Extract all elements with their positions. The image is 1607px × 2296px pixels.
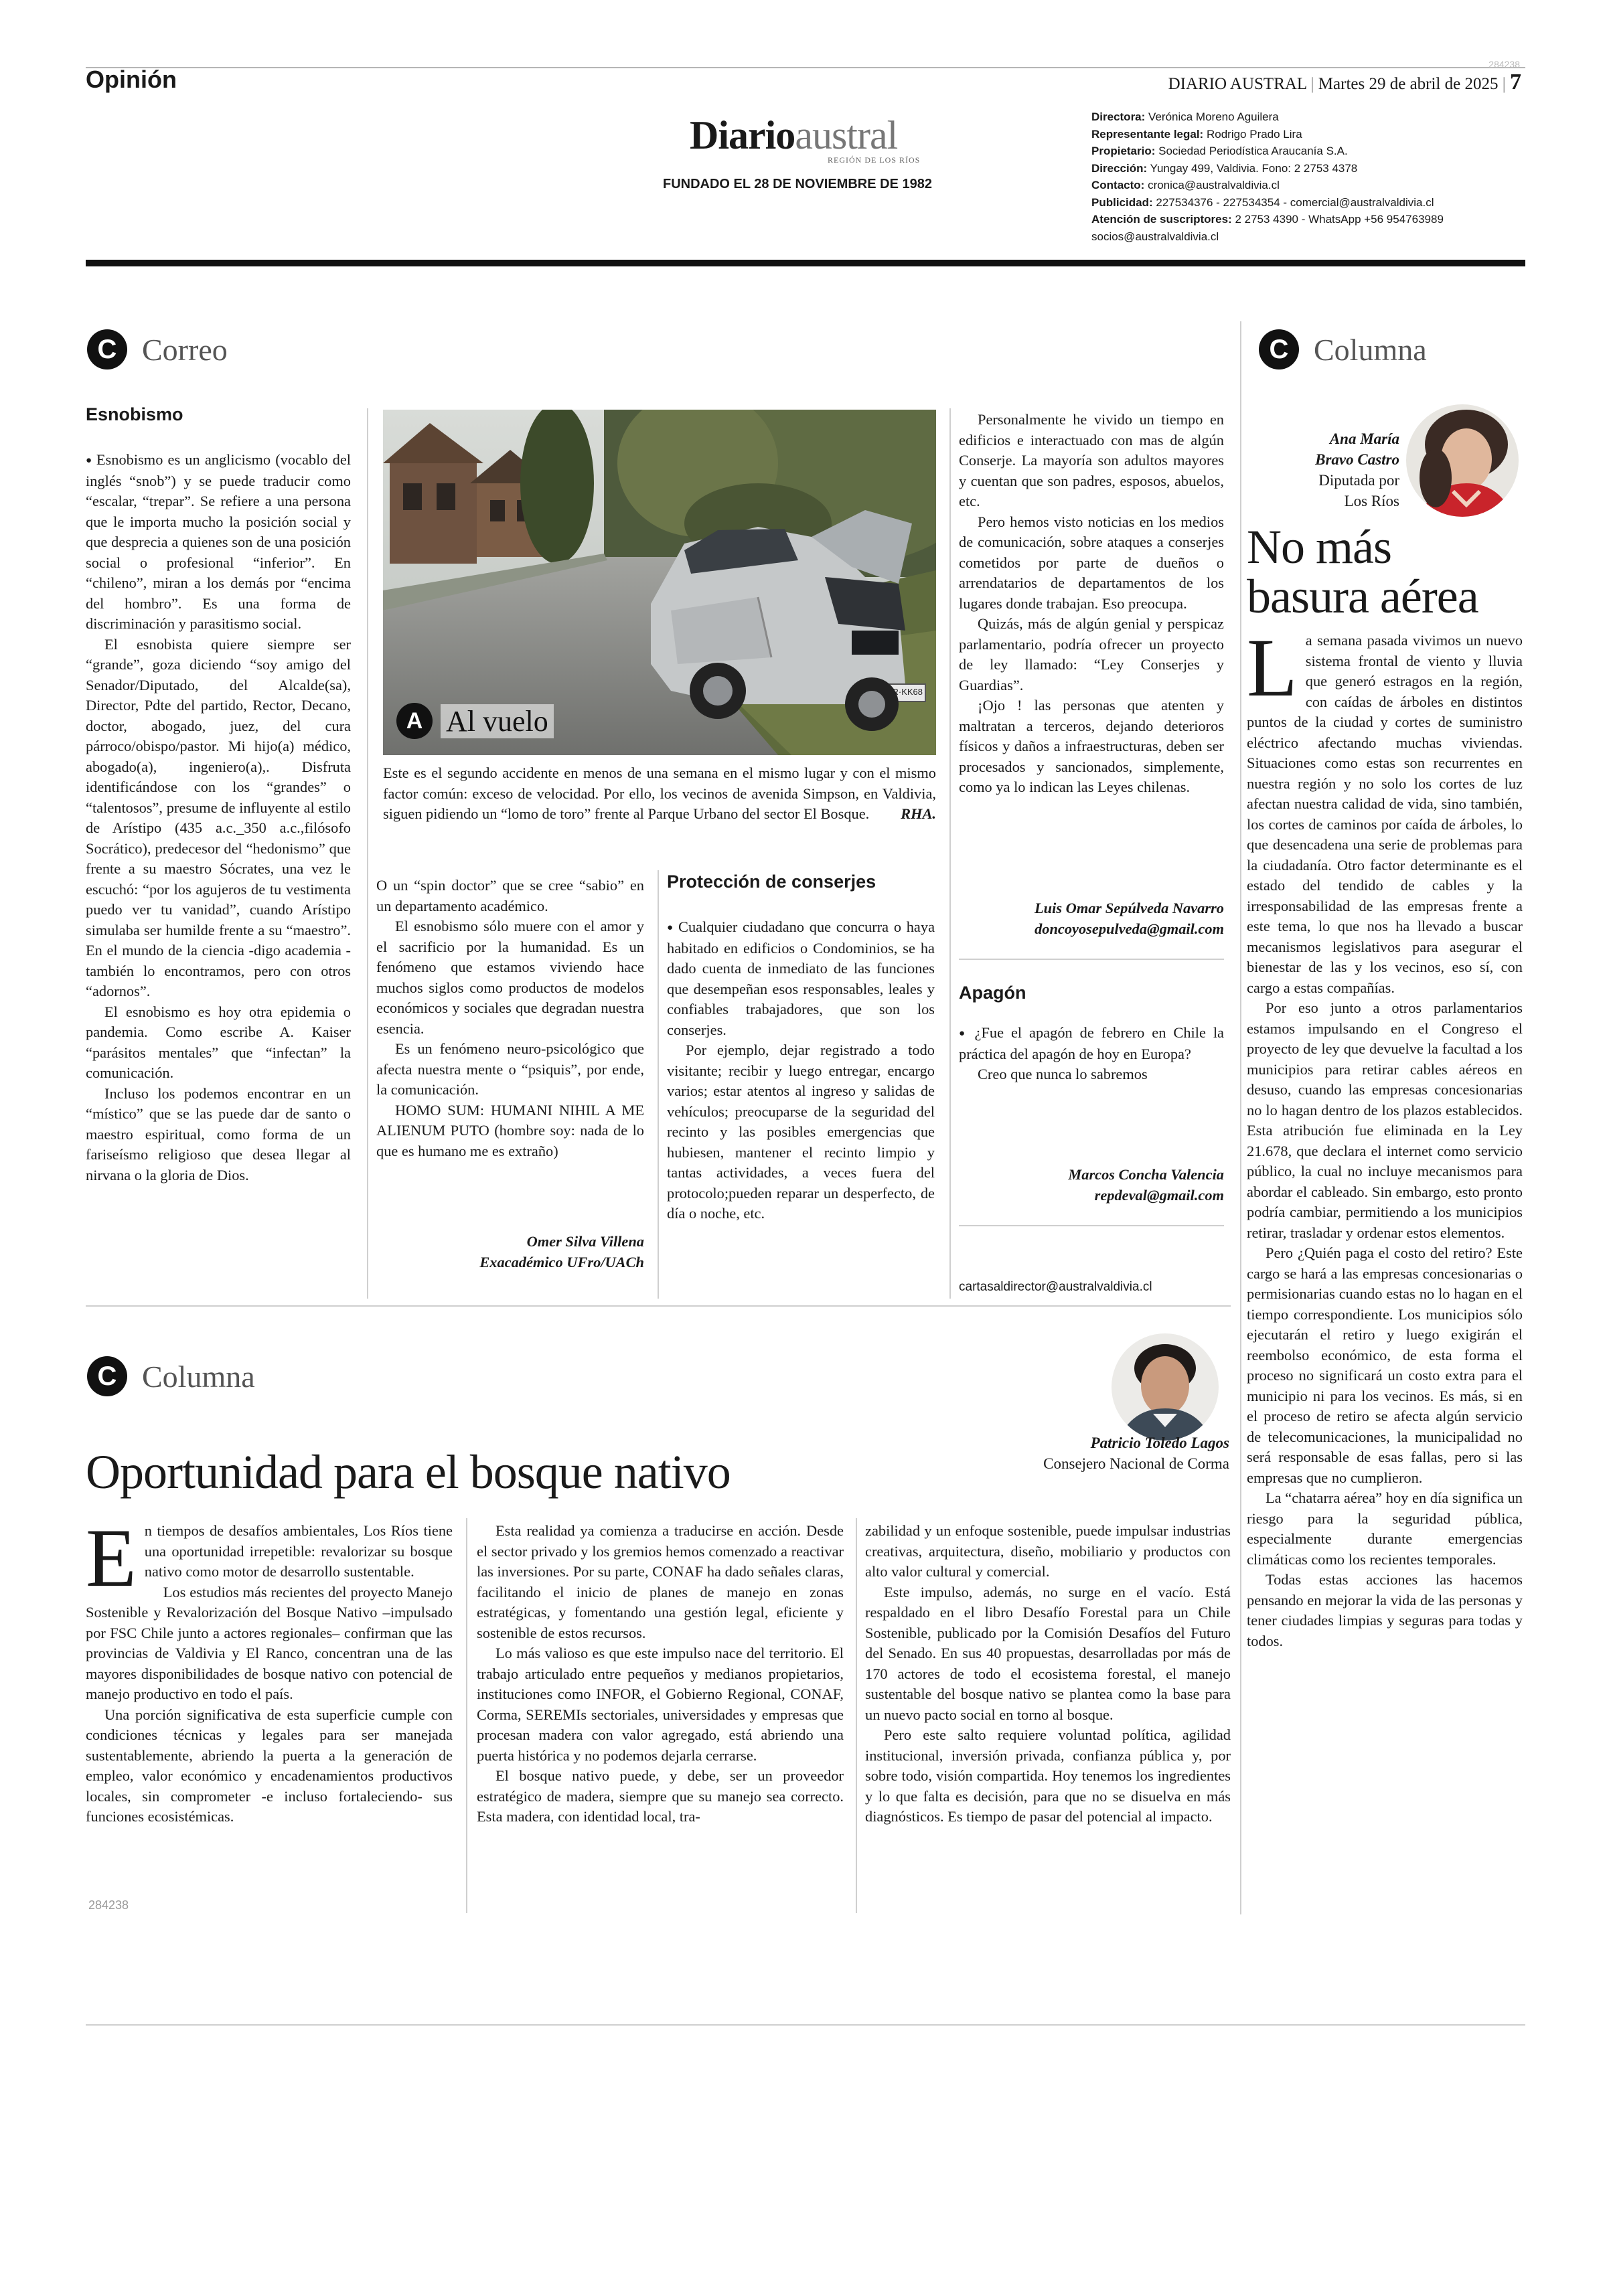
esnobismo-title: Esnobismo xyxy=(86,404,183,424)
conserjes-body xyxy=(667,917,935,1224)
conserjes-continued xyxy=(959,410,1224,798)
footer-rule xyxy=(86,2024,1525,2026)
letter-paragraph: ● Esnobismo es un anglicismo (vocablo del inglés “snob”) y se puede traducir como “escalar, “trepar”. Se refiere a una persona que le importa mucho la posición social y que desprecia a quienes son de una posición social o profesional “inferior”. En “chileno”, miran a los demás por “encima del hombro”. Es una forma de discriminación y parasitismo social. xyxy=(86,450,351,635)
dropcap: L xyxy=(1247,622,1298,714)
signature-role: Exacadémico UFro/UACh xyxy=(479,1253,644,1270)
columna-bottom-byline xyxy=(924,1432,1229,1474)
article-paragraph: a semana pasada vivimos un nuevo sistema frontal de viento y lluvia que generó estragos en la región, con caídas de árboles en distintos puntos de la ciudad y cortes de suministro eléctrico afectando muchas viviendas. Situaciones como estas son recurrentes en nuestra región y no solo los cortes de luz afectan nuestra calidad de vida, sino también, los cortes de caminos por caída de árboles, lo que desencadena una serie de problemas para la ciudadanía. Otro factor determinante es el estado del tendido de cables y la irresponsabilidad de las empresas frente a este tema, lo que nos ha llevado a buscar mecanismos legislativos para asegurar el bienestar de las y los vecinos, eso sí, con cargo a estas compañías. xyxy=(1247,632,1523,996)
correo-section-head xyxy=(87,329,228,370)
masthead-logo xyxy=(690,112,897,159)
issue-date: Martes 29 de abril de 2025 xyxy=(1318,75,1499,93)
article-paragraph: zabilidad y un enfoque sostenible, puede impulsar industrias creativas, arquitectura, diseño, mobiliario y productos con alto valor cultural y comercial. xyxy=(865,1522,1231,1580)
letter-paragraph: HOMO SUM: HUMANI NIHIL A ME ALIENUM PUTO (hombre soy: nada de lo que es humano me es extraño) xyxy=(376,1101,644,1159)
column-divider xyxy=(658,870,659,1299)
staff-label: Contacto: xyxy=(1091,179,1145,191)
signature-name: Marcos Concha Valencia xyxy=(1068,1166,1224,1183)
staff-label: Dirección: xyxy=(1091,161,1148,175)
author-name: Patricio Toledo Lagos xyxy=(1090,1434,1229,1451)
columna-bottom-title: Oportunidad para el bosque nativo xyxy=(86,1445,731,1499)
columna-bottom-label: Columna xyxy=(142,1359,255,1394)
staff-label: Propietario: xyxy=(1091,145,1156,157)
staff-value: cronica@australvaldivia.cl xyxy=(1148,179,1280,191)
caption-credit: RHA. xyxy=(901,805,936,822)
header-rule xyxy=(86,260,1525,266)
logo-bold: Diario xyxy=(690,113,795,157)
staff-line xyxy=(1091,194,1533,212)
al-vuelo-badge: A xyxy=(396,703,433,739)
article-paragraph: La “chatarra aérea” hoy en día significa un riesgo para la seguridad pública, especialmente durante emergencias climáticas como los recientes temporales. xyxy=(1247,1489,1523,1568)
letter-paragraph: El esnobismo es hoy otra epidemia o pandemia. Como escribe A. Kaiser “parásitos mentales” que “infectan” la comunicación. xyxy=(86,1003,351,1081)
signature-email: doncoyosepulveda@gmail.com xyxy=(1035,920,1224,937)
signature-email: repdeval@gmail.com xyxy=(1094,1186,1224,1204)
apagon-body xyxy=(959,1023,1224,1085)
staff-value: socios@australvaldivia.cl xyxy=(1091,230,1219,243)
columna-right-head xyxy=(1259,329,1427,370)
license-plate: JR·KK68 xyxy=(887,687,923,697)
correo-label: Correo xyxy=(142,332,228,367)
staff-box xyxy=(1091,108,1533,245)
author-portrait xyxy=(1112,1333,1219,1441)
letter-paragraph: El esnobista quiere siempre ser “grande”, goza diciendo “soy amigo del Senador/Diputado, del Alcalde(sa), Director, Pdte del partido, Rector, Decano, doctor, abogado, juez, del cura párroco/obispo/pastor. Mi hijo(a) médico, abogado(a), ingeniero(a),. Disfruta identificándose con los “grandes” o “talentosos”, presume de influyente al estilo de Arístipo (435 a.c._350 a.c.,filósofo Socrático), predecesor del “hedonismo” que frente a su maestro Sócrates, una vez le escuchó: “por los agujeros de tu vestimenta puedo ver tu vanidad”, cuando Arístipo simulaba ser humilde frente a su “maestro”. En el mundo de la ciencia -digo academia - también lo encontramos, pero con otros “adornos”. xyxy=(86,635,351,999)
page-code: 284238 xyxy=(1488,59,1520,70)
column-divider xyxy=(367,408,368,1299)
accident-photo xyxy=(383,410,936,755)
letter-paragraph: Incluso los podemos encontrar en un “místico” que se las puede dar de santo o maestro espiritual, como forma de un fariseísmo religioso que desea llegar al nirvana o la gloria de Dios. xyxy=(86,1084,351,1183)
staff-value: Rodrigo Prado Lira xyxy=(1206,127,1302,141)
article-paragraph: Pero ¿Quién paga el costo del retiro? Este cargo se hará a las empresas concesionarias o permisionarias cuando estas no lo hagan en el tiempo correspondiente. Los municipios sólo ejecutarán el retiro y luego exigirán el reembolso económico, de esta forma el proceso no significará un costo extra para el municipio ni para los vecinos. Es más, si en el proceso de retiro se afecta algún servicio de telecomunicaciones, la municipalidad no será responsable de esas fallas, pero si las empresas que no cumplieron. xyxy=(1247,1244,1523,1486)
conserjes-signature xyxy=(959,898,1224,939)
author-portrait xyxy=(1406,404,1519,517)
columna-right-badge: C xyxy=(1259,329,1299,370)
columna-bottom-col3 xyxy=(865,1521,1231,1827)
author-role-line: Los Ríos xyxy=(1344,493,1399,509)
columna-right-title xyxy=(1247,522,1478,621)
columna-right-body xyxy=(1247,622,1523,1651)
article-paragraph: Todas estas acciones las hacemos pensando en mejorar la vida de las personas y tener ciudades limpias y seguras para todas y todos. xyxy=(1247,1571,1523,1649)
letter-divider xyxy=(959,1225,1224,1226)
staff-value: 2 2753 4390 - WhatsApp +56 954763989 xyxy=(1235,213,1444,226)
staff-line xyxy=(1091,143,1533,160)
author-name-line: Bravo Castro xyxy=(1315,451,1399,468)
article-paragraph: El bosque nativo puede, y debe, ser un proveedor estratégico de madera, siempre que su manejo sea correcto. Esta madera, con identidad local, tra- xyxy=(477,1767,844,1825)
author-photo xyxy=(1112,1333,1219,1441)
top-rule xyxy=(86,67,1525,68)
columna-bottom-head xyxy=(87,1356,255,1396)
staff-value: Yungay 499, Valdivia. Fono: 2 2753 4378 xyxy=(1150,161,1358,175)
staff-line xyxy=(1091,108,1533,126)
signature-name: Omer Silva Villena xyxy=(526,1233,644,1250)
letter-paragraph: Quizás, más de algún genial y perspicaz parlamentario, podría ofrecer un proyecto de ley llamado: “Ley Conserjes y Guardias”. xyxy=(959,615,1224,693)
page-reference: DIARIO AUSTRAL | Martes 29 de abril de 2025 | 7 xyxy=(1168,70,1521,94)
article-paragraph: Los estudios más recientes del proyecto Manejo Sostenible y Revalorización del Bosque Nativo –impulsado por FSC Chile junto a actores regionales– confirman que las provincias de Valdivia y El Ranco, concentran una de las mayores disponibilidades de bosque nativo con potencial de manejo productivo en todo el país. xyxy=(86,1583,453,1702)
caption-text: Este es el segundo accidente en menos de una semana en el mismo lugar y con el mismo factor común: exceso de velocidad. Por ello, los vecinos de avenida Simpson, en Valdivia, siguen pidiendo un “lomo de toro” frente al Parque Urbano del sector El Bosque. xyxy=(383,764,936,822)
letter-divider xyxy=(959,959,1224,960)
logo-light: austral xyxy=(795,113,898,157)
staff-value: 227534376 - 227534354 - comercial@australvaldivia.cl xyxy=(1156,195,1434,209)
article-paragraph: Esta realidad ya comienza a traducirse en acción. Desde el sector privado y los gremios hemos comenzado a reactivar las inversiones. Por su parte, CONAF ha dado señales claras, facilitando el inicio de planes de manejo en zonas estratégicas, y fomentando una gestión legal, eficiente y sostenible de estos recursos. xyxy=(477,1522,844,1641)
letter-paragraph: Personalmente he vivido un tiempo en edificios e interactuado con mas de algún Conserje. La mayoría son adultos mayores y cuentan que son padres, esposos, abuelos, etc. xyxy=(959,411,1224,509)
section-name: Opinión xyxy=(86,66,177,93)
author-role-line: Diputada por xyxy=(1318,472,1399,489)
masthead-founded: FUNDADO EL 28 DE NOVIEMBRE DE 1982 xyxy=(663,177,932,191)
staff-label: Representante legal: xyxy=(1091,127,1204,141)
columna-right-label: Columna xyxy=(1314,332,1427,367)
columna-bottom-col2 xyxy=(477,1521,844,1827)
staff-line xyxy=(1091,177,1533,194)
staff-line xyxy=(1091,126,1533,143)
correo-badge: C xyxy=(87,329,127,370)
esnobismo-body xyxy=(86,450,351,1185)
letter-paragraph: Es un fenómeno neuro-psicológico que afecta nuestra mente o “psiquis”, por ende, la comunicación. xyxy=(376,1040,644,1098)
apagon-signature xyxy=(959,1165,1224,1206)
letter-paragraph: ● Cualquier ciudadano que concurra o haya habitado en edificios o Condominios, se ha dado cuenta de inmediato de las funciones que desempeñan esos responsables, leales y confiables trabajadores, que son los conserjes. xyxy=(667,917,935,1040)
letter-paragraph: Creo que nunca lo sabremos xyxy=(978,1066,1148,1082)
photo-caption xyxy=(383,763,936,825)
columna-bottom-col1 xyxy=(86,1512,453,1827)
letter-paragraph: ● ¿Fue el apagón de febrero en Chile la práctica del apagón de hoy en Europa? xyxy=(959,1023,1224,1064)
letter-paragraph: Por ejemplo, dejar registrado a todo visitante; recibir y luego entregar, encargo varios; estar atentos al ingreso y salidas de vehículos; preocuparse de la seguridad del recinto y las posibles emergencias que hubiesen, mantener el recinto limpio y tantas actividades, a veces fuera del protocolo;pueden reparar un desperfecto, de día o noche, etc. xyxy=(667,1042,935,1222)
letters-email: cartasaldirector@australvaldivia.cl xyxy=(959,1280,1152,1294)
article-paragraph: Este impulso, además, no surge en el vacío. Está respaldado en el libro Desafío Forestal para un Chile Sostenible, publicado por la Comisión Desafíos del Futuro del Senado. En sus 40 propuestas, desarrolladas por más de 170 actores de todo el ecosistema forestal, el manejo sustentable del bosque nativo se plantea como la base para un nuevo pacto social en torno al bosque. xyxy=(865,1583,1231,1723)
author-role: Consejero Nacional de Corma xyxy=(1043,1455,1229,1472)
masthead-region: REGIÓN DE LOS RÍOS xyxy=(828,155,921,165)
letter-paragraph: ¡Ojo ! las personas que atenten y maltratan a terceros, dejando deterioros físicos y daños a infraestructuras, deben ser procesados y sancionados, simplemente, como ya lo indican las Leyes chilenas. xyxy=(959,697,1224,795)
staff-label: Publicidad: xyxy=(1091,195,1153,209)
staff-value: Sociedad Periodística Araucanía S.A. xyxy=(1158,145,1348,157)
paper-name: DIARIO AUSTRAL xyxy=(1168,75,1307,93)
apagon-title: Apagón xyxy=(959,983,1026,1003)
columna-right-byline xyxy=(1259,428,1399,511)
page-number: 7 xyxy=(1510,70,1521,94)
article-paragraph: Lo más valioso es que este impulso nace del territorio. El trabajo articulado entre pequeños y medianos propietarios, instituciones como INFOR, el Gobierno Regional, CONAF, Corma, SEREMIs sectoriales, universidades y empresas que procesan madera con valor agregado, está abriendo una puerta histórica y no podemos dejarla cerrarse. xyxy=(477,1645,844,1764)
article-paragraph: Por eso junto a otros parlamentarios estamos impulsando en el Congreso el proyecto de ley que devuelve la facultad a los municipios para retirar cables aéreos en desuso, cuando las empresas concesionarias no lo hagan dentro de los plazos establecidos. Esta atribución fue eliminada en la Ley 21.678, que declara el internet como servicio público, la cual no incluye mecanismos para abordar el cableado. Sin embargo, esto pronto podría cambiar, permitiendo a los municipios retirar, trasladar y ordenar estos elementos. xyxy=(1247,999,1523,1241)
letter-paragraph: O un “spin doctor” que se cree “sabio” en un departamento académico. xyxy=(376,877,644,914)
staff-label: Directora: xyxy=(1091,110,1146,123)
article-paragraph: Una porción significativa de esta superficie cumple con condiciones técnicas y legales para ser manejada sustentablemente, abriendo la puerta a la generación de empleo, valor económico y encadenamientos productivos locales, sin comprometer -e incluso fortaleciendo- sus funciones ecosistémicas. xyxy=(86,1706,453,1825)
author-name-line: Ana María xyxy=(1329,430,1399,447)
article-paragraph: Pero este salto requiere voluntad política, agilidad institucional, inversión privada, confianza pública y, por sobre todo, visión compartida. Hoy tenemos los ingredientes y lo que falta es decisión, para que no se disuelva en más diagnósticos. Es tiempo de pasar del potencial al impacto. xyxy=(865,1726,1231,1825)
conserjes-title: Protección de conserjes xyxy=(667,872,876,892)
letter-paragraph: El esnobismo sólo muere con el amor y el sacrificio por la humanidad. Es un fenómeno que estamos viviendo hace muchos siglos como productos de modelos económicos y sociales que degradan nuestra esencia. xyxy=(376,918,644,1037)
staff-value: Verónica Moreno Aguilera xyxy=(1148,110,1279,123)
title-line: No más xyxy=(1247,520,1391,574)
footer-code: 284238 xyxy=(88,1898,129,1912)
esnobismo-continued xyxy=(376,876,644,1161)
staff-line xyxy=(1091,228,1533,246)
column-divider xyxy=(1240,321,1241,1914)
signature-name: Luis Omar Sepúlveda Navarro xyxy=(1035,900,1224,916)
column-divider xyxy=(949,408,951,1299)
column-divider xyxy=(466,1518,467,1913)
columna-bottom-badge: C xyxy=(87,1356,127,1396)
section-divider xyxy=(86,1305,1231,1307)
title-line: basura aérea xyxy=(1247,570,1478,623)
staff-label: Atención de suscriptores: xyxy=(1091,213,1232,226)
article-paragraph: n tiempos de desafíos ambientales, Los Ríos tiene una oportunidad irrepetible: revalorizar su bosque nativo como motor de desarrollo sustentable. xyxy=(144,1522,453,1580)
staff-line xyxy=(1091,160,1533,177)
dropcap: E xyxy=(86,1512,137,1604)
al-vuelo-label xyxy=(396,703,554,739)
staff-line xyxy=(1091,211,1533,228)
esnobismo-signature xyxy=(376,1232,644,1273)
al-vuelo-title: Al vuelo xyxy=(441,704,554,738)
column-divider xyxy=(856,1518,857,1913)
letter-paragraph: Pero hemos visto noticias en los medios de comunicación, sobre ataques a conserjes cometidos por parte de dueños o arrendatarios de departamentos de los lugares donde trabajan. Eso preocupa. xyxy=(959,513,1224,612)
author-photo xyxy=(1406,404,1519,517)
